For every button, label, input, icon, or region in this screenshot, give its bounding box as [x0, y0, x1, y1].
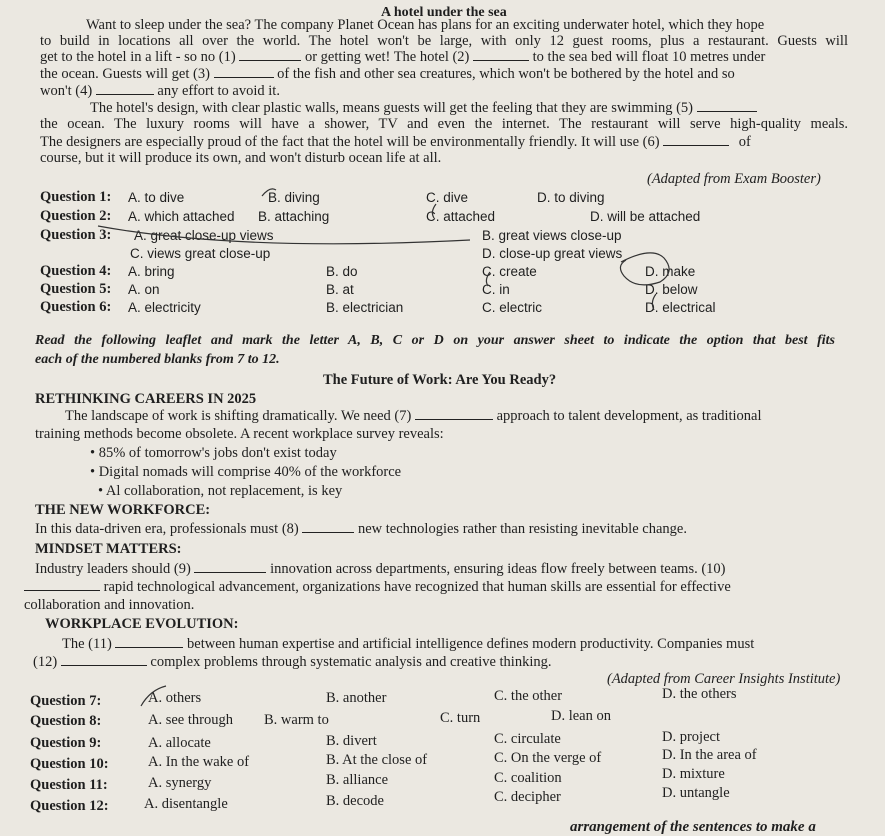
option[interactable]: A. allocate: [148, 735, 211, 751]
option[interactable]: B. at: [326, 282, 354, 297]
option[interactable]: D. to diving: [537, 190, 605, 205]
option[interactable]: D. below: [645, 282, 698, 297]
question-label: Question 9:: [30, 735, 102, 751]
passage2-title: The Future of Work: Are You Ready?: [323, 372, 557, 388]
blank-11: [115, 635, 183, 648]
passage1-text: the ocean. Guests will get (3): [40, 66, 210, 82]
passage1-line: [90, 99, 757, 117]
question-row: [40, 208, 111, 225]
passage2-text: complex problems through systematic analysis and creative thinking.: [150, 654, 552, 670]
passage2-text: The (11): [62, 636, 112, 652]
option[interactable]: C. in: [482, 282, 510, 297]
option[interactable]: D. mixture: [662, 766, 725, 782]
question-row: [40, 281, 111, 298]
option[interactable]: A. others: [148, 690, 202, 706]
passage2-line: [62, 635, 754, 653]
blank-6: [663, 133, 729, 146]
passage2-line: [35, 520, 687, 538]
option[interactable]: B. warm to: [264, 712, 329, 728]
passage2-text: rapid technological advancement, organizations have recognized that human skills are essential for effective: [103, 579, 731, 595]
passage1-text: The designers are especially proud of the fact that the hotel will be environmentally friendly. It will use (6): [40, 134, 660, 150]
passage1-line: Want to sleep under the sea? The company Planet Ocean has plans for an exciting underwater hotel, which they hope: [86, 17, 765, 33]
blank-12: [61, 653, 147, 666]
instruction-line: Read the following leaflet and mark the letter A, B, C or D on your answer sheet to indicate the option that best fits: [35, 333, 835, 348]
blank-2: [473, 48, 529, 61]
passage1-line: course, but it will produce its own, and won't disturb ocean life at all.: [40, 150, 442, 166]
option[interactable]: B. divert: [326, 733, 377, 749]
option[interactable]: A. which attached: [128, 209, 235, 224]
passage2-text: innovation across departments, ensuring ideas flow freely between teams. (10): [270, 561, 726, 577]
option[interactable]: D. project: [662, 729, 720, 745]
question-label: Question 1:: [40, 189, 112, 205]
bullet-item: [90, 464, 401, 481]
option[interactable]: A. see through: [148, 712, 233, 728]
section-heading: WORKPLACE EVOLUTION:: [45, 616, 239, 632]
passage1-line: [40, 48, 848, 66]
option[interactable]: C. circulate: [494, 731, 561, 747]
option[interactable]: A. electricity: [128, 300, 201, 315]
option[interactable]: A. synergy: [148, 775, 212, 791]
passage1-text: to the sea bed will float 10 metres under: [532, 49, 766, 65]
footer-partial-text: arrangement of the sentences to make a: [570, 819, 816, 835]
passage1-text: won't (4): [40, 83, 93, 99]
option[interactable]: C. create: [482, 264, 537, 279]
question-label: Question 12:: [30, 798, 109, 814]
option[interactable]: B. At the close of: [326, 752, 428, 768]
blank-9: [194, 560, 266, 573]
passage2-line: [35, 560, 726, 578]
question-label: Question 2:: [40, 208, 112, 224]
passage2-text: The landscape of work is shifting dramatically. We need (7): [65, 408, 412, 424]
bullet-dot: •: [98, 483, 104, 499]
passage1-text: of: [738, 134, 751, 150]
option[interactable]: B. decode: [326, 793, 384, 809]
option[interactable]: D. untangle: [662, 785, 730, 801]
passage2-source: (Adapted from Career Insights Institute): [607, 671, 841, 687]
passage1-text: The hotel's design, with clear plastic walls, means guests will get the feeling that they are swimming (5): [90, 100, 694, 116]
blank-8: [302, 520, 354, 533]
bullet-item: [90, 445, 337, 462]
passage2-line: [24, 578, 731, 596]
option[interactable]: A. to dive: [128, 190, 185, 205]
blank-10: [24, 578, 100, 591]
question-row: [40, 263, 111, 280]
passage1-text: or getting wet! The hotel (2): [304, 49, 470, 65]
section-heading: MINDSET MATTERS:: [35, 541, 182, 557]
passage2-text: new technologies rather than resisting inevitable change.: [358, 521, 687, 537]
option[interactable]: C. On the verge of: [494, 750, 602, 766]
passage2-line: collaboration and innovation.: [24, 597, 195, 613]
blank-7: [415, 407, 493, 420]
option[interactable]: B. do: [326, 264, 358, 279]
instruction-line: each of the numbered blanks from 7 to 12.: [35, 352, 280, 367]
passage1-text: of the fish and other sea creatures, which won't be bothered by the hotel and so: [277, 66, 735, 82]
section-heading: RETHINKING CAREERS IN 2025: [35, 391, 257, 407]
question-label: Question 7:: [30, 693, 102, 709]
bullet-dot: •: [90, 464, 96, 480]
option[interactable]: A. bring: [128, 264, 175, 279]
option[interactable]: A. on: [128, 282, 160, 297]
passage1-line: [40, 82, 280, 100]
passage1-title: A hotel under the sea: [381, 5, 507, 20]
question-row: [40, 299, 111, 316]
option[interactable]: D. electrical: [645, 300, 716, 315]
option[interactable]: A. disentangle: [144, 796, 228, 812]
passage2-line: training methods become obsolete. A recent workplace survey reveals:: [35, 426, 444, 442]
option[interactable]: B. diving: [268, 190, 320, 205]
bullet-text: Digital nomads will comprise 40% of the workforce: [98, 464, 402, 480]
option[interactable]: B. another: [326, 690, 387, 706]
question-label: Question 10:: [30, 756, 109, 772]
blank-3: [214, 65, 274, 78]
question-row: [40, 189, 111, 206]
option[interactable]: D. make: [645, 264, 696, 279]
passage1-line: the ocean. The luxury rooms will have a shower, TV and even the internet. The restaurant will serve high-quality meals.: [40, 116, 848, 132]
option[interactable]: D. lean on: [551, 708, 611, 724]
option[interactable]: A. great close-up views: [134, 228, 274, 243]
bullet-dot: •: [90, 445, 96, 461]
question-label: Question 3:: [40, 227, 112, 243]
bullet-text: 85% of tomorrow's jobs don't exist today: [98, 445, 337, 461]
passage2-text: (12): [33, 654, 58, 670]
option[interactable]: C. coalition: [494, 770, 562, 786]
blank-4: [96, 82, 154, 95]
passage1-line: [40, 133, 751, 151]
option[interactable]: C. the other: [494, 688, 563, 704]
passage1-text: any effort to avoid it.: [157, 83, 280, 99]
bullet-text: Al collaboration, not replacement, is key: [105, 483, 343, 499]
option[interactable]: B. great views close-up: [482, 228, 622, 243]
passage2-text: In this data-driven era, professionals must (8): [35, 521, 299, 537]
option[interactable]: C. attached: [426, 209, 496, 224]
option[interactable]: B. attaching: [258, 209, 330, 224]
option[interactable]: B. electrician: [326, 300, 404, 315]
question-label: Question 4:: [40, 263, 112, 279]
question-label: Question 5:: [40, 281, 112, 297]
bullet-item: [98, 483, 342, 500]
option[interactable]: B. alliance: [326, 772, 389, 788]
section-heading: THE NEW WORKFORCE:: [35, 502, 211, 518]
option[interactable]: A. In the wake of: [148, 754, 250, 770]
blank-5: [697, 99, 757, 112]
passage1-source: (Adapted from Exam Booster): [647, 171, 821, 187]
passage1-line: to build in locations all over the world. The hotel won't be large, with only 12 guest rooms, plus a restaurant. Guests will: [40, 33, 848, 49]
passage2-text: Industry leaders should (9): [35, 561, 191, 577]
passage2-line: [65, 407, 762, 425]
option[interactable]: C. turn: [440, 710, 481, 726]
option[interactable]: C. decipher: [494, 789, 561, 805]
option[interactable]: D. will be attached: [590, 209, 701, 224]
passage1-line: [40, 65, 848, 83]
question-label: Question 8:: [30, 713, 102, 729]
blank-1: [239, 48, 301, 61]
option[interactable]: D. In the area of: [662, 747, 757, 763]
passage1-text: get to the hotel in a lift - so no (1): [40, 49, 236, 65]
option[interactable]: C. dive: [426, 190, 469, 205]
question-label: Question 6:: [40, 299, 112, 315]
option[interactable]: C. electric: [482, 300, 543, 315]
passage2-text: approach to talent development, as traditional: [496, 408, 762, 424]
question-label: Question 11:: [30, 777, 108, 793]
option[interactable]: D. close-up great views: [482, 246, 623, 261]
option[interactable]: C. views great close-up: [130, 246, 271, 261]
passage2-text: between human expertise and artificial intelligence defines modern productivity. Companies must: [187, 636, 755, 652]
passage2-line: [33, 653, 552, 671]
option[interactable]: D. the others: [662, 686, 737, 702]
question-row: [40, 227, 111, 244]
